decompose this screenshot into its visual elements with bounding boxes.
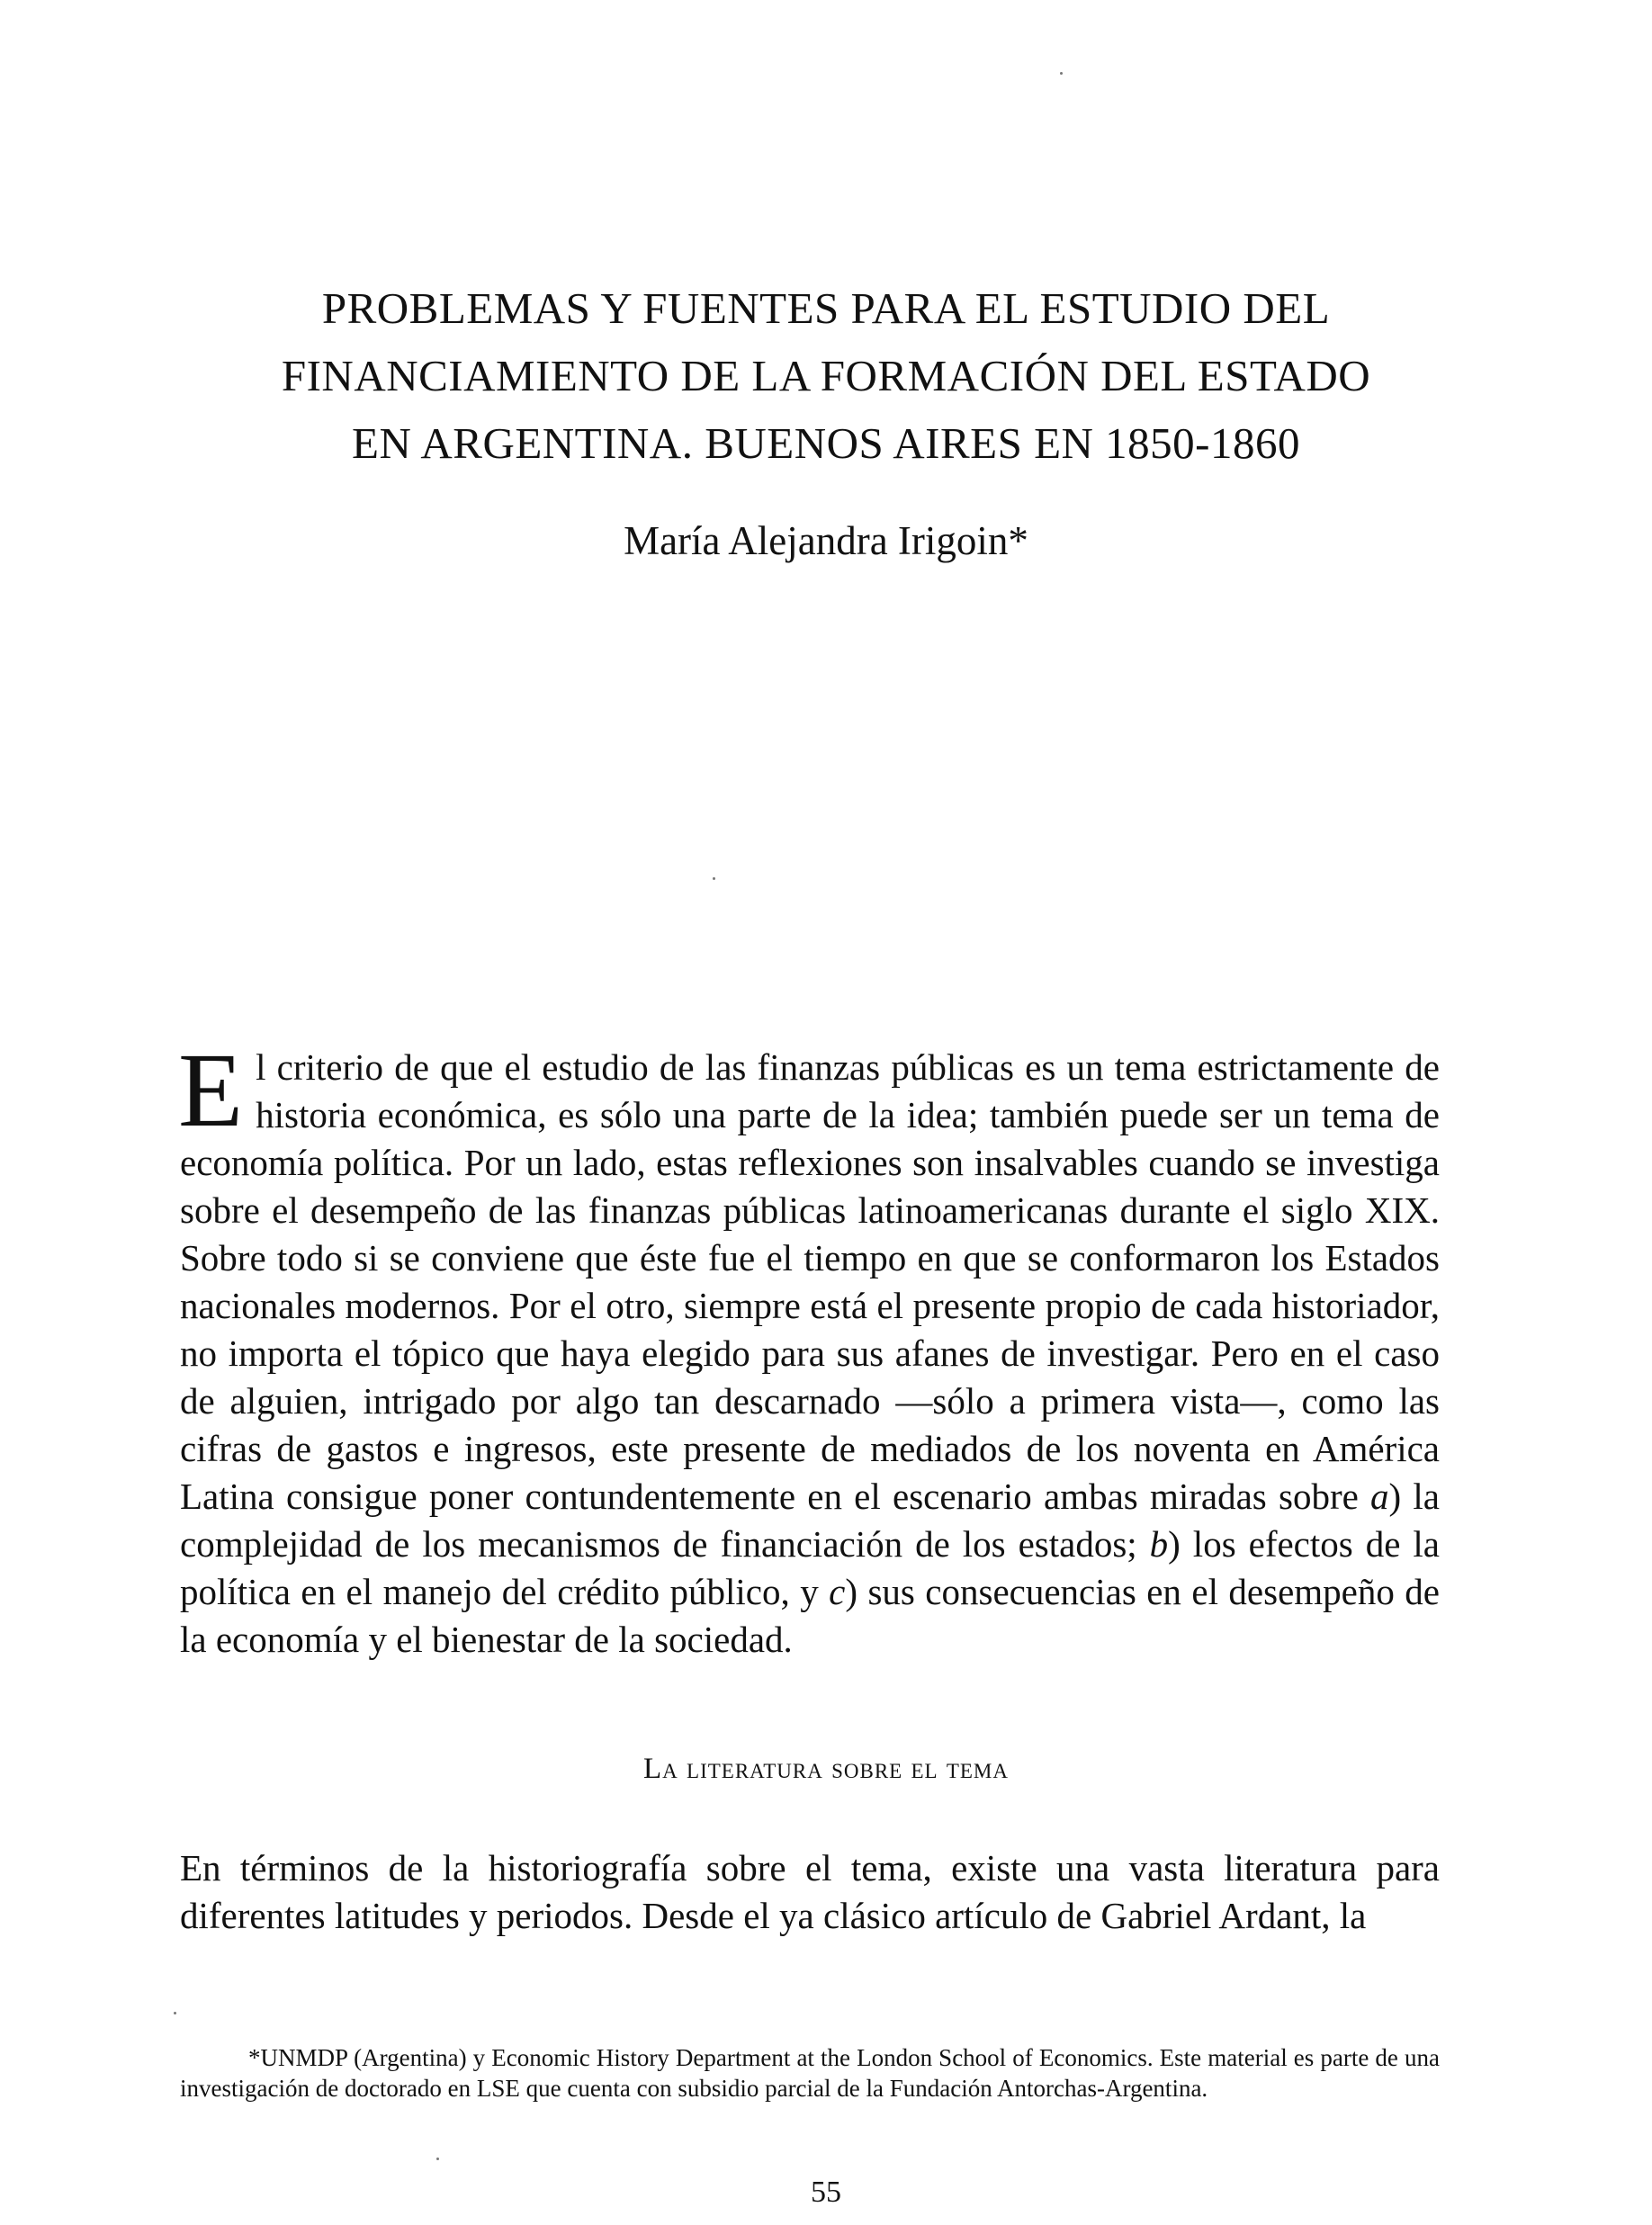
footnote: *UNMDP (Argentina) y Economic History Department at the London School of Economics. Este material es parte de una investigación de doctorado en LSE que cuenta con subsidio parcial de la Fundación Antorchas-Argentina. [180, 2044, 1440, 2102]
scan-speck [174, 2012, 176, 2014]
intro-text-4: ) sus consecuencias en el desempeño de la economía y el bienestar de la sociedad. [180, 1571, 1440, 1660]
title-line-1: PROBLEMAS Y FUENTES PARA EL ESTUDIO DEL [321, 283, 1331, 333]
intro-text-2: ) la complejidad de los mecanismos de financiación de los estados; [180, 1476, 1440, 1565]
title-line-2: FINANCIAMIENTO DE LA FORMACIÓN DEL ESTADO [281, 351, 1371, 400]
author-name: María Alejandra Irigoin* [624, 518, 1028, 563]
body-paragraph: En términos de la historiografía sobre el tema, existe una vasta literatura para diferentes latitudes y periodos. Desde el ya clásico artículo de Gabriel Ardant, la [180, 1847, 1440, 1936]
intro-paragraph [178, 1031, 1440, 1664]
section-heading: La literatura sobre el tema [643, 1753, 1009, 1785]
intro-text-3: ) los efectos de la política en el manejo del crédito público, y [180, 1523, 1440, 1612]
intro-text-1: l criterio de que el estudio de las finanzas públicas es un tema estrictamente de historia económica, es sólo una parte de la idea; también puede ser un tema de economía política. Por un lado, estas reflexiones son insalvables cuando se investiga sobre el desempeño de las finanzas públicas latinoamericanas durante el siglo XIX. Sobre todo si se conviene que éste fue el tiempo en que se conformaron los Estados nacionales modernos. Por el otro, siempre está el presente propio de cada historiador, no importa el tópico que haya elegido para sus afanes de investigar. Pero en el caso de alguien, intrigado por algo tan descarnado —sólo a primera vista—, como las cifras de gastos e ingresos, este presente de mediados de los noventa en América Latina consigue poner contundentemente en el escenario ambas miradas sobre [180, 1046, 1440, 1517]
list-marker-c: c [829, 1571, 846, 1612]
page-number: 55 [811, 2176, 841, 2209]
list-marker-b: b [1149, 1523, 1169, 1565]
scan-speck [436, 2158, 439, 2160]
scan-speck [713, 877, 715, 880]
list-marker-a: a [1370, 1476, 1389, 1517]
scan-speck [1060, 72, 1063, 75]
title-line-3: EN ARGENTINA. BUENOS AIRES EN 1850-1860 [352, 418, 1300, 468]
drop-cap: E [178, 1031, 244, 1149]
article-title [162, 274, 1490, 477]
